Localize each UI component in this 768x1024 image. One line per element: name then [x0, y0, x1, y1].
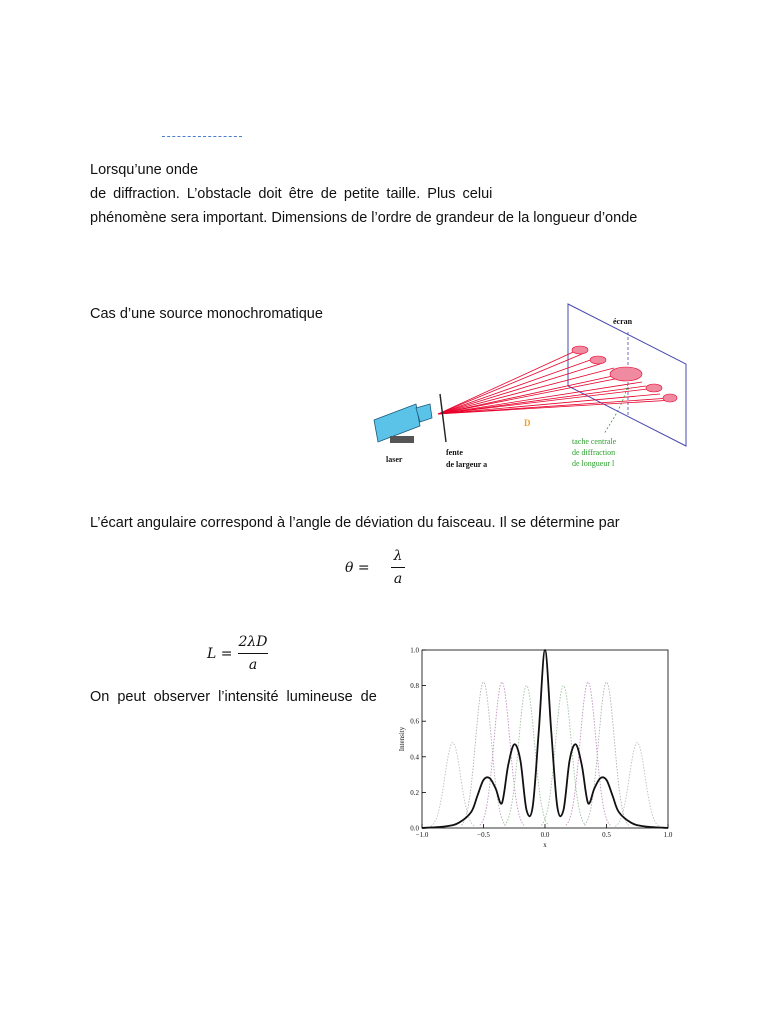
spot-label-3: de longueur l [572, 459, 615, 468]
x-tick-label: 1.0 [663, 831, 673, 839]
component-curve [615, 743, 659, 827]
diffraction-diagram [360, 296, 700, 476]
theta-denominator: a [393, 571, 403, 587]
theta-formula-lhs: θ = [345, 560, 370, 576]
laser-icon [374, 404, 432, 443]
section-heading-monochromatic: Cas d’une source monochromatique [90, 306, 323, 322]
y-tick-label: 0.4 [410, 753, 419, 762]
width-denominator: a [248, 657, 258, 673]
x-tick-label: 0.5 [602, 831, 611, 839]
series-line [422, 650, 668, 828]
x-tick-label: 0.0 [540, 831, 550, 839]
component-curve [431, 743, 475, 827]
y-axis-label: Intensity [398, 726, 406, 752]
intensity-chart [390, 642, 680, 852]
x-axis-label: x [543, 841, 547, 849]
angular-deviation-text: L’écart angulaire correspond à l’angle de déviation du faisceau. Il se détermine par [90, 515, 620, 531]
y-tick-label: 0.2 [410, 788, 419, 797]
intro-line-1: Lorsqu’une onde [90, 162, 199, 178]
laser-label: laser [386, 455, 403, 464]
theta-numerator: λ [393, 548, 403, 564]
slit-label-1: fente [446, 448, 463, 457]
slit-label-2: de largeur a [446, 460, 488, 469]
y-tick-label: 0.8 [410, 682, 419, 691]
x-tick-label: −1.0 [415, 831, 429, 839]
slit [440, 394, 446, 442]
distance-label: D [524, 418, 531, 428]
spot-label-2: de diffraction [572, 448, 616, 457]
theta-fraction [391, 548, 405, 587]
y-tick-label: 0.6 [410, 717, 419, 726]
width-numerator: 2λD [238, 634, 268, 650]
light-rays [438, 348, 674, 414]
spot-label-1: tache centrale [572, 437, 617, 446]
width-formula-lhs: L = [207, 646, 233, 662]
component-curve [584, 682, 628, 825]
y-tick-label: 1.0 [410, 646, 419, 655]
fraction-bar [391, 567, 405, 568]
intro-line-3: phénomène sera important. Dimensions de l’ordre de grandeur de la longueur d’onde [90, 210, 638, 226]
screen-label: écran [613, 317, 633, 326]
intro-line-2: de diffraction. L’obstacle doit être de petite taille. Plus celui [90, 186, 493, 202]
intensity-text: On peut observer l’intensité lumineuse de [90, 689, 377, 705]
width-fraction [238, 634, 268, 673]
x-tick-label: −0.5 [477, 831, 490, 839]
fraction-bar [238, 653, 268, 654]
y-tick-label: 0.0 [410, 824, 419, 833]
component-curve [461, 682, 505, 825]
dashed-underline [162, 136, 242, 137]
plot-frame [422, 650, 668, 828]
